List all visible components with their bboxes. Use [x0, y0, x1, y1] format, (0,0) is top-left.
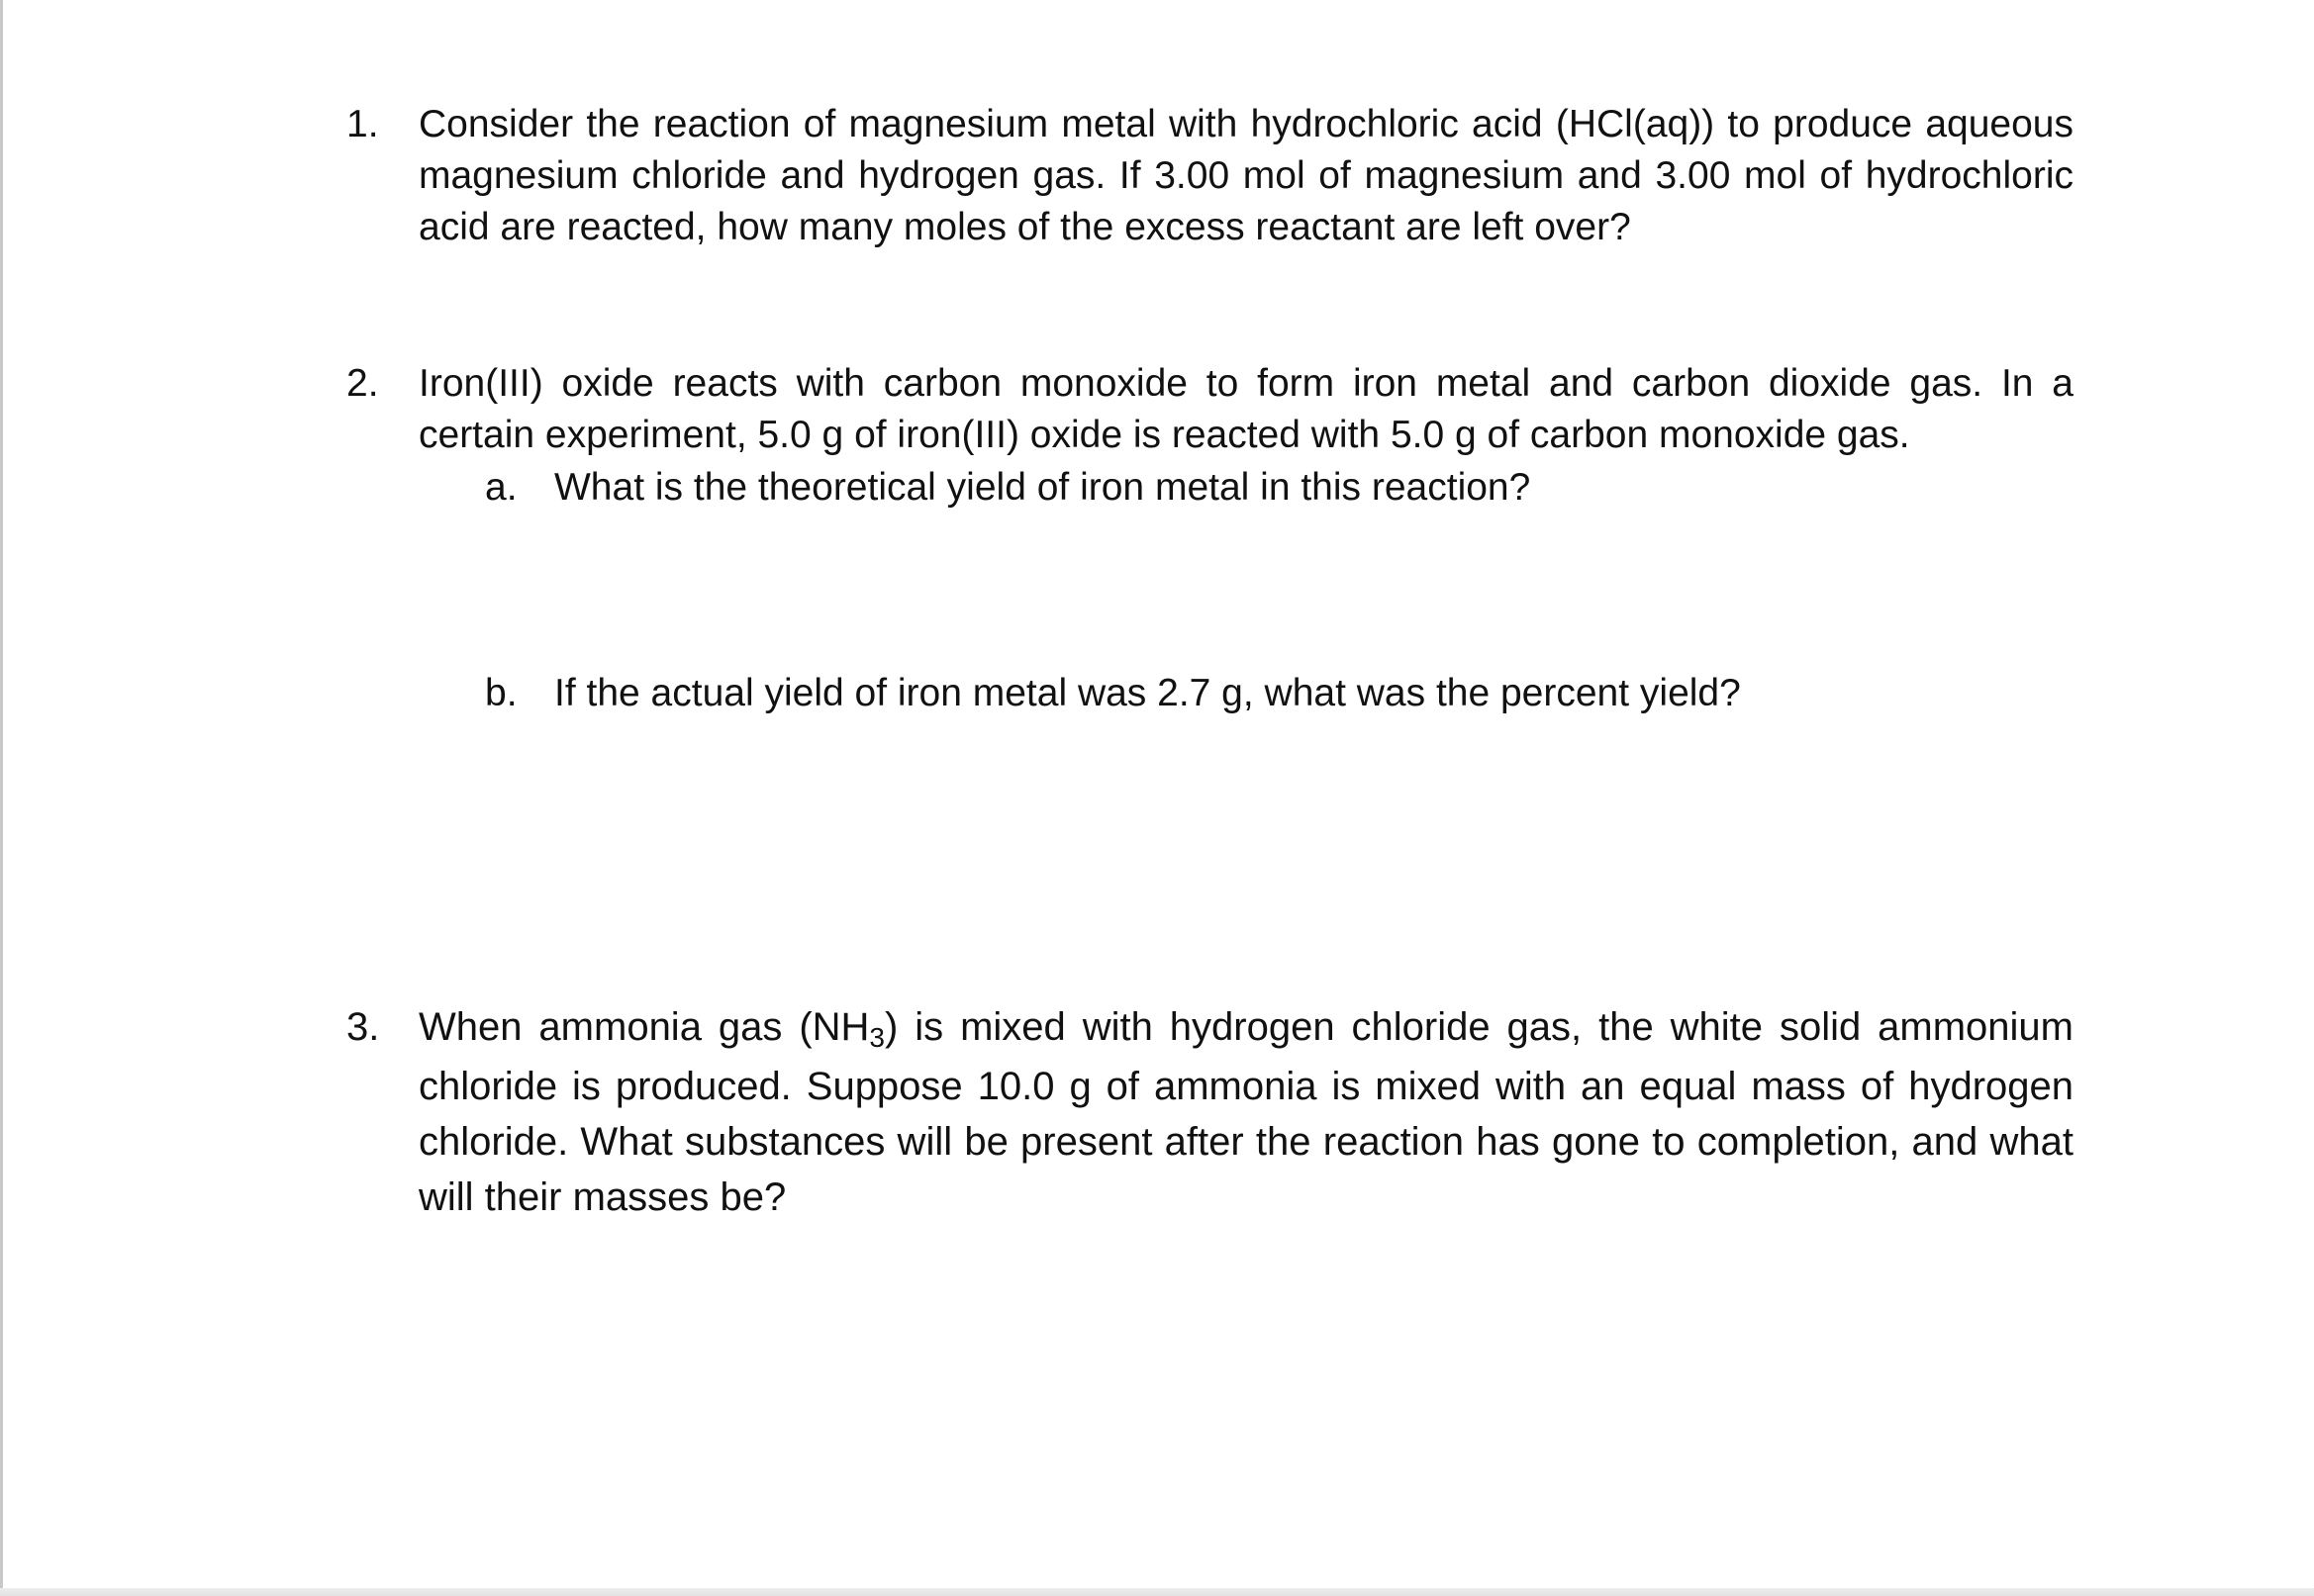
- question-3-text: [419, 999, 2073, 1225]
- question-1: [346, 99, 2073, 253]
- question-2-part-b: [485, 668, 1871, 719]
- question-3-number: 3.: [346, 1005, 380, 1049]
- ammonia-subscript: 3: [869, 1022, 885, 1053]
- question-3-text-start: When ammonia gas (NH: [419, 1005, 870, 1049]
- question-2-number: 2.: [346, 362, 379, 405]
- question-3-text-end: ) is mixed with hydrogen chloride gas, the white solid ammonium chloride is produced. Suppose 10.0 g of ammonia is mixed with an equal mass of hydrogen chloride. What substances will be present after the reaction has gone to completion, and what will their masses be?: [419, 1005, 2074, 1219]
- page-left-border: [0, 0, 3, 1596]
- question-2: [346, 358, 2073, 461]
- page-bottom-border: [0, 1588, 2314, 1596]
- question-1-text: Consider the reaction of magnesium metal with hydrochloric acid (HCl(aq)) to produce aqueous magnesium chloride and hydrogen gas. If 3.00 mol of magnesium and 3.00 mol of hydrochloric acid are reacted, how many moles of the excess reactant are left over?: [419, 103, 2073, 248]
- question-2-text: Iron(III) oxide reacts with carbon monoxide to form iron metal and carbon dioxide gas. In a certain experiment, 5.0 g of iron(III) oxide is reacted with 5.0 g of carbon monoxide gas.: [419, 362, 2073, 456]
- question-2-part-a-letter: a.: [485, 466, 518, 509]
- question-3: [346, 999, 2073, 1225]
- question-2-part-b-letter: b.: [485, 672, 518, 714]
- question-2-part-a-text: What is the theoretical yield of iron metal in this reaction?: [554, 466, 1531, 509]
- question-1-number: 1.: [346, 103, 379, 145]
- question-2-part-a: [485, 462, 1871, 514]
- question-2-part-b-text: If the actual yield of iron metal was 2.7 g, what was the percent yield?: [554, 672, 1741, 714]
